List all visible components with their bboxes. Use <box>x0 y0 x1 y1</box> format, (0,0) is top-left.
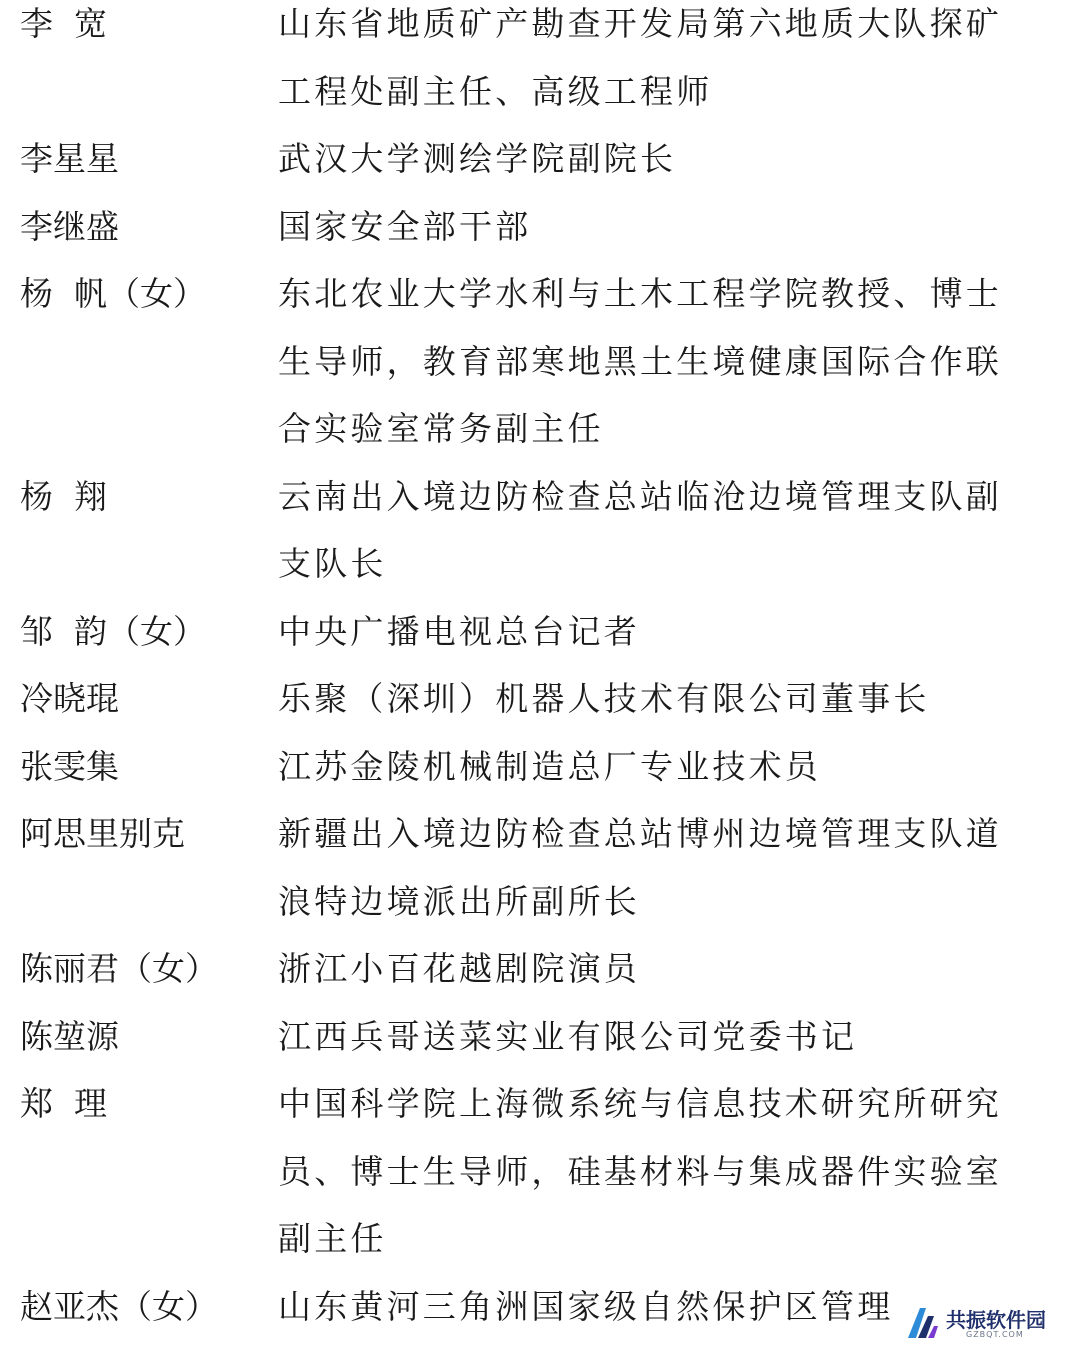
title-line: 武汉大学测绘学院副院长 <box>278 139 677 178</box>
title-line: 支队长 <box>278 544 387 583</box>
person-name: 杨 帆（女） <box>20 274 206 313</box>
title-line: 乐聚（深圳）机器人技术有限公司董事长 <box>278 679 930 718</box>
person-name: 陈丽君（女） <box>20 949 218 988</box>
person-name: 阿思里别克 <box>20 814 185 853</box>
person-name: 李继盛 <box>20 206 119 246</box>
list-item <box>0 598 1080 666</box>
title-line: 江西兵哥送菜实业有限公司党委书记 <box>278 1016 858 1056</box>
person-name: 郑 理 <box>20 1084 107 1123</box>
list-item <box>0 1003 1080 1071</box>
person-title <box>278 935 1008 1003</box>
list-item <box>0 800 1080 935</box>
person-name: 邹 韵（女） <box>20 611 206 651</box>
title-line: 工程处副主任、高级工程师 <box>278 71 713 111</box>
person-name: 李 宽 <box>20 4 107 43</box>
watermark-subtext: GZBQT.COM <box>966 1330 1024 1339</box>
list-item <box>0 0 1080 125</box>
title-line: 浙江小百花越剧院演员 <box>278 949 640 988</box>
person-title <box>278 598 1008 666</box>
person-name: 冷晓琨 <box>20 679 119 718</box>
title-line: 中国科学院上海微系统与信息技术研究所研究 <box>278 1084 1002 1123</box>
person-title <box>278 665 1008 733</box>
person-title <box>278 1003 1008 1071</box>
list-item <box>0 193 1080 261</box>
list-item <box>0 665 1080 733</box>
title-line: 山东黄河三角洲国家级自然保护区管理 <box>278 1286 894 1326</box>
list-item <box>0 260 1080 463</box>
person-title <box>278 0 1008 125</box>
title-line: 合实验室常务副主任 <box>278 409 604 448</box>
title-line: 生导师，教育部寒地黑土生境健康国际合作联 <box>278 341 1002 381</box>
person-name: 陈堃源 <box>20 1016 119 1056</box>
title-line: 江苏金陵机械制造总厂专业技术员 <box>278 746 821 786</box>
list-item <box>0 935 1080 1003</box>
person-title <box>278 1273 1008 1341</box>
list-item <box>0 733 1080 801</box>
title-line: 国家安全部干部 <box>278 206 532 246</box>
title-line: 浪特边境派出所副所长 <box>278 881 640 921</box>
person-title <box>278 193 1008 261</box>
watermark <box>900 1302 1070 1344</box>
list-item <box>0 463 1080 598</box>
title-line: 员、博士生导师，硅基材料与集成器件实验室 <box>278 1151 1002 1191</box>
person-title <box>278 260 1008 463</box>
watermark-text: 共振软件园 <box>946 1308 1046 1332</box>
person-title <box>278 800 1008 935</box>
person-title <box>278 733 1008 801</box>
person-name: 杨 翔 <box>20 476 107 516</box>
title-line: 云南出入境边防检查总站临沧边境管理支队副 <box>278 476 1002 516</box>
list-item <box>0 1070 1080 1273</box>
title-line: 山东省地质矿产勘查开发局第六地质大队探矿 <box>278 4 1002 43</box>
list-item <box>0 125 1080 193</box>
title-line: 新疆出入境边防检查总站博州边境管理支队道 <box>278 814 1002 853</box>
person-title <box>278 463 1008 598</box>
person-name: 张雯集 <box>20 746 119 786</box>
title-line: 东北农业大学水利与土木工程学院教授、博士 <box>278 274 1002 313</box>
person-name: 赵亚杰（女） <box>20 1286 218 1326</box>
person-title <box>278 125 1008 193</box>
title-line: 副主任 <box>278 1219 387 1258</box>
person-title <box>278 1070 1008 1273</box>
person-name: 李星星 <box>20 139 119 178</box>
gzbqt-logo-icon <box>904 1304 942 1342</box>
title-line: 中央广播电视总台记者 <box>278 611 640 651</box>
